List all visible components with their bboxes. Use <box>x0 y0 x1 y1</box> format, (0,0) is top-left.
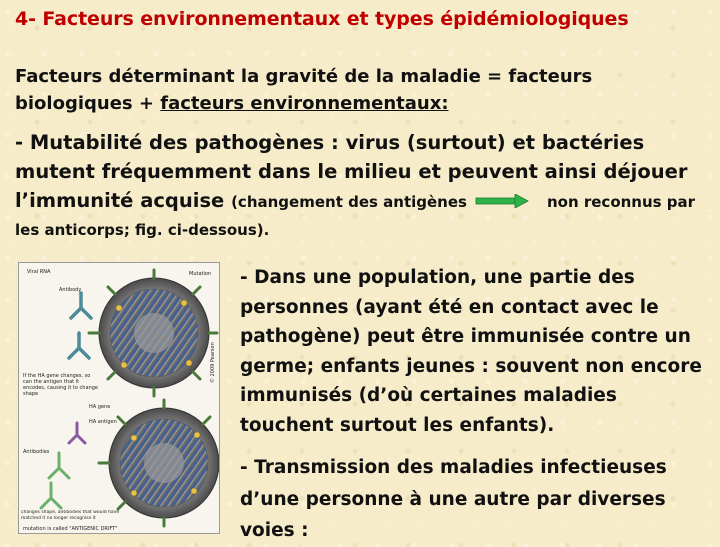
right-arrow-icon <box>475 194 529 208</box>
label-ha-antigen: HA antigen <box>89 419 117 425</box>
antigenic-drift-figure <box>18 262 220 534</box>
label-mutation: Mutation <box>189 271 212 277</box>
antigenic-drift-illustration <box>19 263 219 533</box>
paragraph-determinants-text: Facteurs déterminant la gravité de la maladie = facteurs biologiques + <box>15 66 593 114</box>
label-antigenic-drift: mutation is called "ANTIGENIC DRIFT" <box>23 526 118 532</box>
paragraph-mutability <box>15 128 715 217</box>
slide-title: 4- Facteurs environnementaux et types épidémiologiques <box>15 8 629 30</box>
label-copyright: © 2009 Pearson <box>210 342 216 383</box>
label-viral-rna: Viral RNA <box>27 269 51 275</box>
label-antibody: Antibody <box>59 287 82 293</box>
label-antibodies: Antibodies <box>23 449 50 455</box>
paragraph-transmission: - Transmission des maladies infectieuses d’une personne à une autre par diverses voies : <box>240 457 667 541</box>
virus-upper <box>89 270 217 396</box>
label-ha-gene: HA gene <box>89 404 111 410</box>
paragraph-mutability-continuation: les anticorps; fig. ci-dessous). <box>15 221 270 239</box>
paragraph-mutability-paren-start: (changement des antigènes <box>231 193 467 211</box>
label-ha-gene-change: If the HA gene changes, so can the antigen that it encodes, causing it to change shape <box>23 373 98 397</box>
label-changes-shape-box <box>21 510 131 524</box>
paragraph-mutability-main: - Mutabilité des pathogènes : virus (surtout) et bactéries mutent fréquemment dans le milieu et peuvent ainsi déjouer l’immunité acquise <box>15 131 688 212</box>
paragraph-mutability-paren-end: non reconnus par <box>546 193 696 211</box>
label-changes-shape: changes shape, antibodies that would have matched it no longer recognise it <box>21 510 120 521</box>
paragraph-determinants-underlined: facteurs environnementaux: <box>160 93 449 114</box>
paragraph-immunity: - Dans une population, une partie des personnes (ayant été en contact avec le pathogène) peut être immunisée contre un germe; enfants jeunes : souvent non encore immunisés (d’où certaines maladies touchent surtout les enfants). <box>240 267 702 436</box>
label-ha-gene-change-box <box>23 373 98 423</box>
paragraph-determinants <box>15 63 705 117</box>
